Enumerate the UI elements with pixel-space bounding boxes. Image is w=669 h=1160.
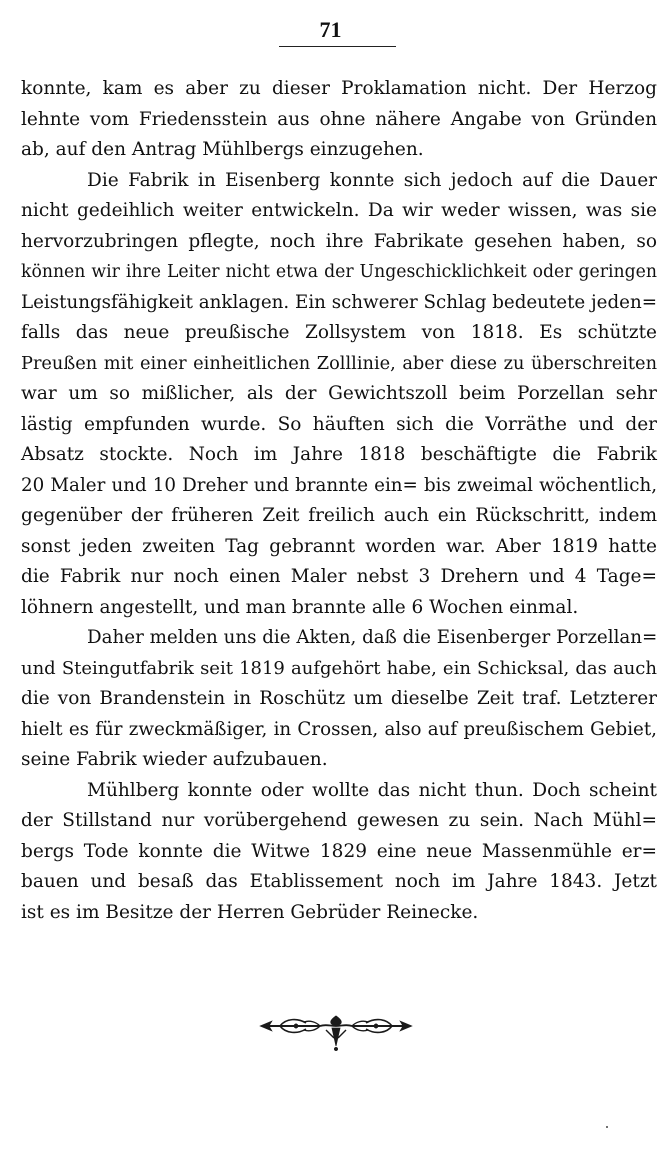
text-line: Mühlberg konnte oder wollte das nicht thun. Doch scheint <box>87 779 657 801</box>
text-line: können wir ihre Leiter nicht etwa der Ungeschicklichkeit oder geringen <box>21 262 657 282</box>
text-line: sonst jeden zweiten Tag gebrannt worden war. Aber 1819 hatte <box>21 535 657 557</box>
text-line: Preußen mit einer einheitlichen Zolllinie, aber diese zu überschreiten <box>21 353 657 374</box>
text-line: lästig empfunden wurde. So häuften sich die Vorräthe und der <box>21 413 657 435</box>
text-line: Absatz stockte. Noch im Jahre 1818 beschäftigte die Fabrik <box>21 444 657 465</box>
paragraph <box>21 166 657 624</box>
text-line: ist es im Besitze der Herren Gebrüder Reinecke. <box>21 901 479 923</box>
paper-speck <box>606 1126 608 1128</box>
text-line: Daher melden uns die Akten, daß die Eisenberger Porzellan= <box>87 627 658 648</box>
text-line: konnte, kam es aber zu dieser Proklamation nicht. Der Herzog <box>21 78 657 99</box>
text-line: ab, auf den Antrag Mühlbergs einzugehen. <box>21 139 424 160</box>
text-line: löhnern angestellt, und man brannte alle 6 Wochen einmal. <box>21 596 579 618</box>
paragraph <box>21 623 657 776</box>
page-number: 71 <box>319 17 342 42</box>
text-line: lehnte vom Friedensstein aus ohne nähere Angabe von Gründen <box>21 108 657 130</box>
text-line: die Fabrik nur noch einen Maler nebst 3 Drehern und 4 Tage= <box>21 566 657 587</box>
header-rule <box>279 46 396 47</box>
text-line: die von Brandenstein in Roschütz um dieselbe Zeit traf. Letzterer <box>21 688 657 709</box>
text-line: bauen und besaß das Etablissement noch im Jahre 1843. Jetzt <box>21 871 657 892</box>
text-line: hielt es für zweckmäßiger, in Crossen, also auf preußischem Gebiet, <box>21 718 657 740</box>
page-header <box>0 18 669 42</box>
text-line: nicht gedeihlich weiter entwickeln. Da wir weder wissen, was sie <box>21 200 657 221</box>
text-line: 20 Maler und 10 Dreher und brannte ein= bis zweimal wöchentlich, <box>21 474 657 496</box>
text-line: seine Fabrik wieder aufzubauen. <box>21 749 328 770</box>
paragraph <box>21 776 657 929</box>
paragraph <box>21 74 657 166</box>
text-line: der Stillstand nur vorübergehend gewesen zu sein. Nach Mühl= <box>21 810 657 831</box>
text-line: und Steingutfabrik seit 1819 aufgehört habe, ein Schicksal, das auch <box>21 657 657 679</box>
body-text <box>21 74 657 928</box>
text-line: Die Fabrik in Eisenberg konnte sich jedoch auf die Dauer <box>87 169 657 191</box>
tailpiece-ornament-icon <box>258 1012 414 1052</box>
text-line: falls das neue preußische Zollsystem von 1818. Es schützte <box>21 322 657 343</box>
text-line: war um so mißlicher, als der Gewichtszoll beim Porzellan sehr <box>21 383 657 404</box>
text-line: bergs Tode konnte die Witwe 1829 eine neue Massenmühle er= <box>21 840 657 862</box>
text-line: Leistungsfähigkeit anklagen. Ein schwerer Schlag bedeutete jeden= <box>21 291 657 313</box>
text-line: hervorzubringen pflegte, noch ihre Fabrikate gesehen haben, so <box>21 230 657 252</box>
text-line: gegenüber der früheren Zeit freilich auch ein Rückschritt, indem <box>21 505 657 526</box>
